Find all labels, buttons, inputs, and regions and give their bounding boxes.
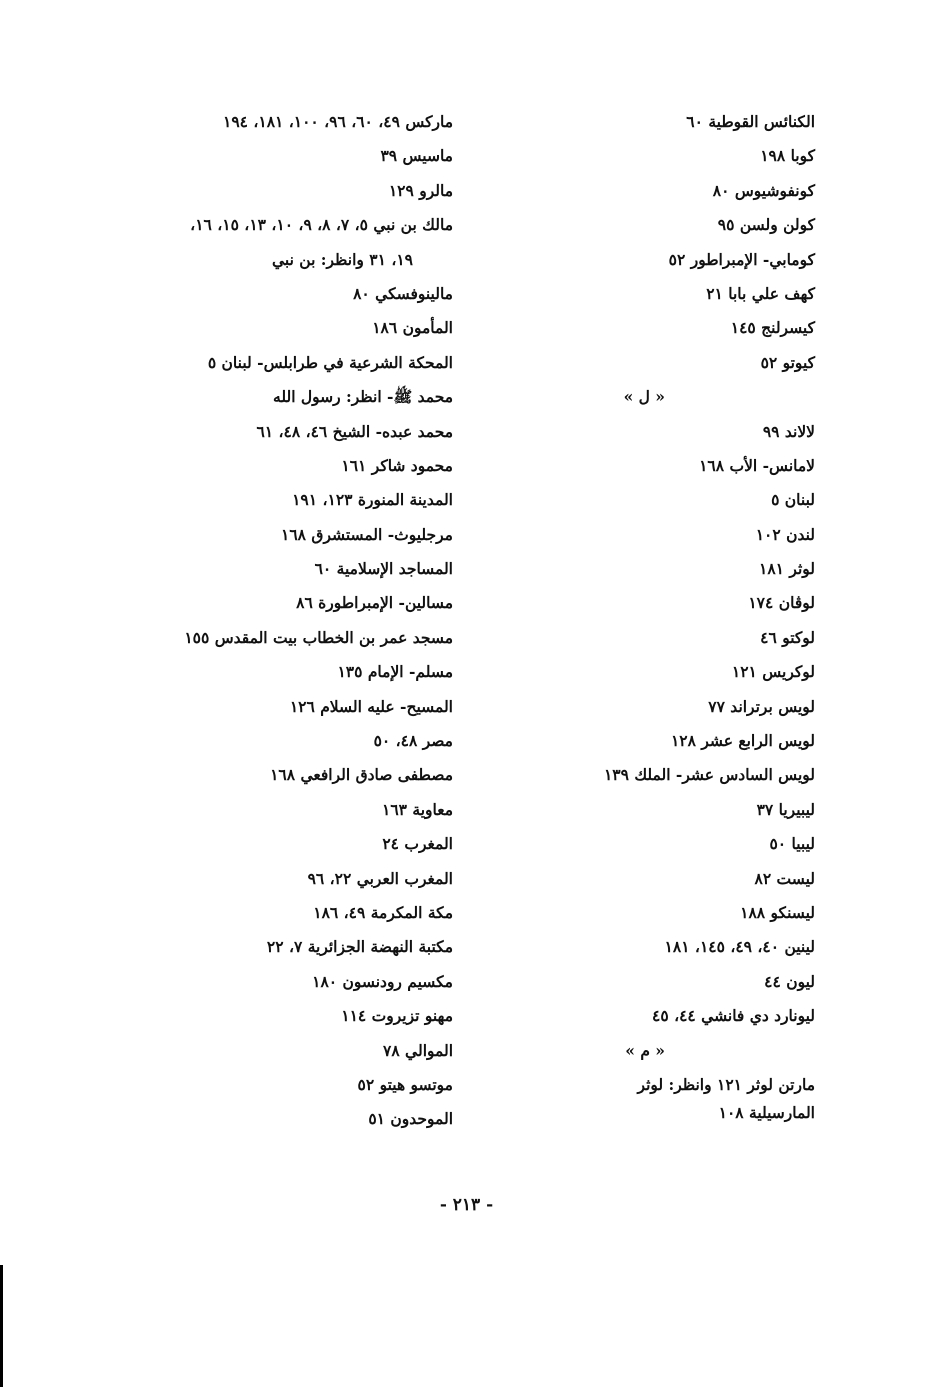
index-entry: كونفوشيوس ٨٠: [712, 180, 815, 200]
index-entry: مالك بن نبي ٥، ٧، ٨، ٩، ١٠، ١٣، ١٥، ١٦،: [190, 215, 453, 235]
index-entry: كهف علي بابا ٢١: [706, 283, 815, 303]
index-entry: ليبيا ٥٠: [769, 834, 815, 854]
index-entry: ماركس ٤٩، ٦٠، ٩٦، ١٠٠، ١٨١، ١٩٤: [223, 112, 453, 131]
index-entry: الكنائس القوطية ٦٠: [686, 112, 815, 131]
index-entry: لويس برتراند ٧٧: [708, 696, 815, 716]
index-entry: مرجليوث- المستشرق ١٦٨: [281, 524, 453, 544]
section-heading-mim: « م »: [625, 1040, 665, 1060]
index-entry: مسلم- الإمام ١٣٥: [337, 662, 453, 682]
index-entry: لوكريس ١٢١: [731, 662, 815, 682]
index-column-right: [485, 112, 815, 1137]
index-entry: لوثر ١٨١: [759, 559, 815, 579]
index-entry: موتسو هيتو ٥٢: [357, 1074, 453, 1094]
index-entry-line: المارسيلية ١٠٨: [718, 1102, 815, 1122]
index-entry: كومابي- الإمبراطور ٥٢: [668, 249, 815, 269]
index-entry: لويس السادس عشر- الملك ١٣٩: [603, 765, 815, 785]
index-entry: محمد عبده- الشيخ ٤٦، ٤٨، ٦١: [256, 421, 453, 441]
section-heading-lam: « ل »: [623, 387, 665, 407]
index-entry: المساجد الإسلامية ٦٠: [314, 559, 453, 579]
index-entry: مكتبة النهضة الجزائرية ٧، ٢٢: [266, 937, 453, 957]
index-entry: المحكة الشرعية في طرابلس- لبنان ٥: [207, 352, 453, 372]
index-entry-multiline: [485, 1075, 815, 1131]
index-entry: مالرو ١٢٩: [388, 180, 453, 200]
index-column-left: [93, 112, 453, 1144]
index-entry: معاوية ١٦٣: [382, 799, 453, 819]
index-entry: كيوتو ٥٢: [760, 352, 815, 372]
index-entry: لندن ١٠٢: [755, 524, 815, 544]
index-entry: ليونارد دي فانشي ٤٤، ٤٥: [652, 1006, 815, 1026]
index-entry: مكسيم رودنسون ١٨٠: [312, 971, 453, 991]
index-entry-line: مارتن لوثر ١٢١ وانظر: لوثر: [637, 1074, 815, 1094]
index-entry: المدينة المنورة ١٢٣، ١٩١: [292, 490, 453, 510]
index-entry: لامانس- الأب ١٦٨: [699, 455, 815, 475]
index-entry: مسالين- الإمبراطورة ٨٦: [296, 593, 453, 613]
index-entry: ليست ٨٢: [754, 868, 815, 888]
index-entry: محمد ﷺ- انظر: رسول الله: [273, 387, 453, 407]
index-entry: لوڤان ١٧٤: [748, 593, 815, 613]
index-entry: مصر ٤٨، ٥٠: [373, 731, 453, 751]
index-entry: ليبيريا ٣٧: [756, 799, 815, 819]
index-entry: مصطفى صادق الرافعي ١٦٨: [270, 765, 453, 785]
index-entry: ليسنكو ١٨٨: [740, 902, 815, 922]
index-entry: لالاند ٩٩: [762, 421, 815, 441]
index-entry: الموالي ٧٨: [383, 1040, 453, 1060]
page-number: - ٢١٣ -: [439, 1195, 494, 1215]
index-entry: محمود شاكر ١٦١: [341, 455, 453, 475]
index-entry: لويس الرابع عشر ١٢٨: [670, 731, 815, 751]
index-entry: ليون ٤٤: [764, 971, 815, 991]
index-entry: لينين ٤٠، ٤٩، ١٤٥، ١٨١: [664, 937, 815, 957]
scan-edge-mark: [0, 1265, 3, 1387]
index-entry: كوبا ١٩٨: [760, 146, 815, 166]
index-entry: ماسيس ٣٩: [380, 146, 453, 166]
index-entry: لوكتو ٤٦: [760, 627, 815, 647]
index-entry: كيسرلنج ١٤٥: [730, 318, 815, 338]
index-entry: المأمون ١٨٦: [372, 318, 453, 338]
index-entry: مالينوفسكي ٨٠: [353, 283, 453, 303]
index-entry: مسجد عمر بن الخطاب بيت المقدس ١٥٥: [184, 627, 453, 647]
index-entry: كولن ولسن ٩٥: [717, 215, 815, 235]
index-entry: الموحدون ٥١: [368, 1109, 453, 1129]
index-entry: مكة المكرمة ٤٩، ١٨٦: [313, 902, 453, 922]
index-entry: المغرب ٢٤: [382, 834, 453, 854]
index-entry-continuation: ١٩، ٣١ وانظر: بن نبي: [271, 249, 413, 269]
index-entry: المغرب العربي ٢٢، ٩٦: [307, 868, 453, 888]
index-entry: لبنان ٥: [771, 490, 815, 510]
index-entry: مهنو تزيروت ١١٤: [341, 1006, 453, 1026]
index-entry: المسيح- عليه السلام ١٢٦: [289, 696, 453, 716]
